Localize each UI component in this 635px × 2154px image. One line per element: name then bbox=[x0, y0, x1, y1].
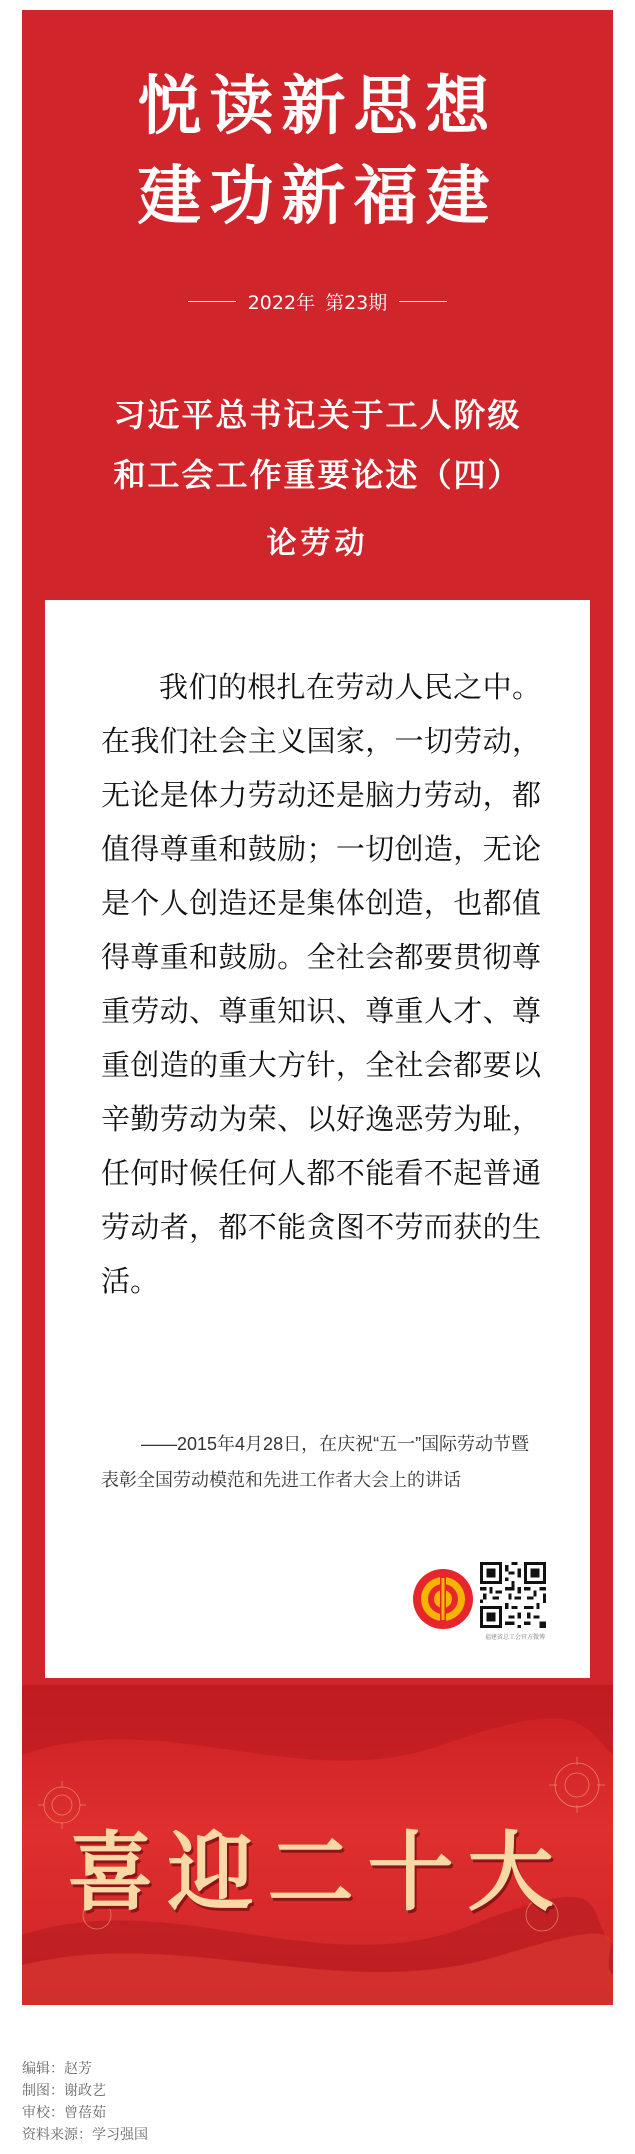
title-line-2: 建功新福建 bbox=[137, 160, 498, 234]
quote-source: ——2015年4月28日，在庆祝“五一”国际劳动节暨表彰全国劳动模范和先进工作者大会上的讲话 bbox=[101, 1434, 530, 1490]
credit-graphics: 制图：谢政艺 bbox=[22, 2082, 106, 2098]
qr-code-icon[interactable] bbox=[480, 1562, 546, 1628]
credit-editor: 编辑：赵芳 bbox=[22, 2060, 92, 2076]
credit-proofreader: 审校：曾蓓茹 bbox=[22, 2104, 106, 2120]
celebration-banner bbox=[22, 1685, 613, 2005]
qr-caption: 福建省总工会官方微博 bbox=[484, 1634, 545, 1641]
issue-year: 2022年 bbox=[247, 292, 316, 314]
credit-source: 资料来源：学习强国 bbox=[22, 2126, 148, 2142]
subtitle-topic: 论劳动 bbox=[266, 526, 369, 561]
subtitle-line-2: 和工会工作重要论述（四） bbox=[113, 456, 522, 494]
poster bbox=[22, 10, 613, 2005]
quote-text: 我们的根扎在劳动人民之中。在我们社会主义国家，一切劳动，无论是体力劳动还是脑力劳动，都值得尊重和鼓励；一切创造，无论是个人创造还是集体创造，也都值得尊重和鼓励。全社会都要贯彻尊重劳动、尊重知识、尊重人才、尊重创造的重大方针，全社会都要以辛勤劳动为荣、以好逸恶劳为耻，任何时候任何人都不能看不起普通劳动者，都不能贪图不劳而获的生活。 bbox=[101, 670, 541, 1298]
banner-title: 喜迎二十大 bbox=[67, 1822, 568, 1923]
issue-label bbox=[22, 288, 613, 315]
credits bbox=[22, 2057, 148, 2145]
quote-card bbox=[45, 600, 590, 1678]
subtitle-line-1: 习近平总书记关于工人阶级 bbox=[113, 396, 522, 434]
issue-right-rule bbox=[399, 301, 447, 302]
title-line-1: 悦读新思想 bbox=[137, 70, 498, 144]
issue-left-rule bbox=[188, 301, 236, 302]
issue-number: 第23期 bbox=[325, 292, 388, 314]
union-logo-icon bbox=[412, 1568, 474, 1630]
